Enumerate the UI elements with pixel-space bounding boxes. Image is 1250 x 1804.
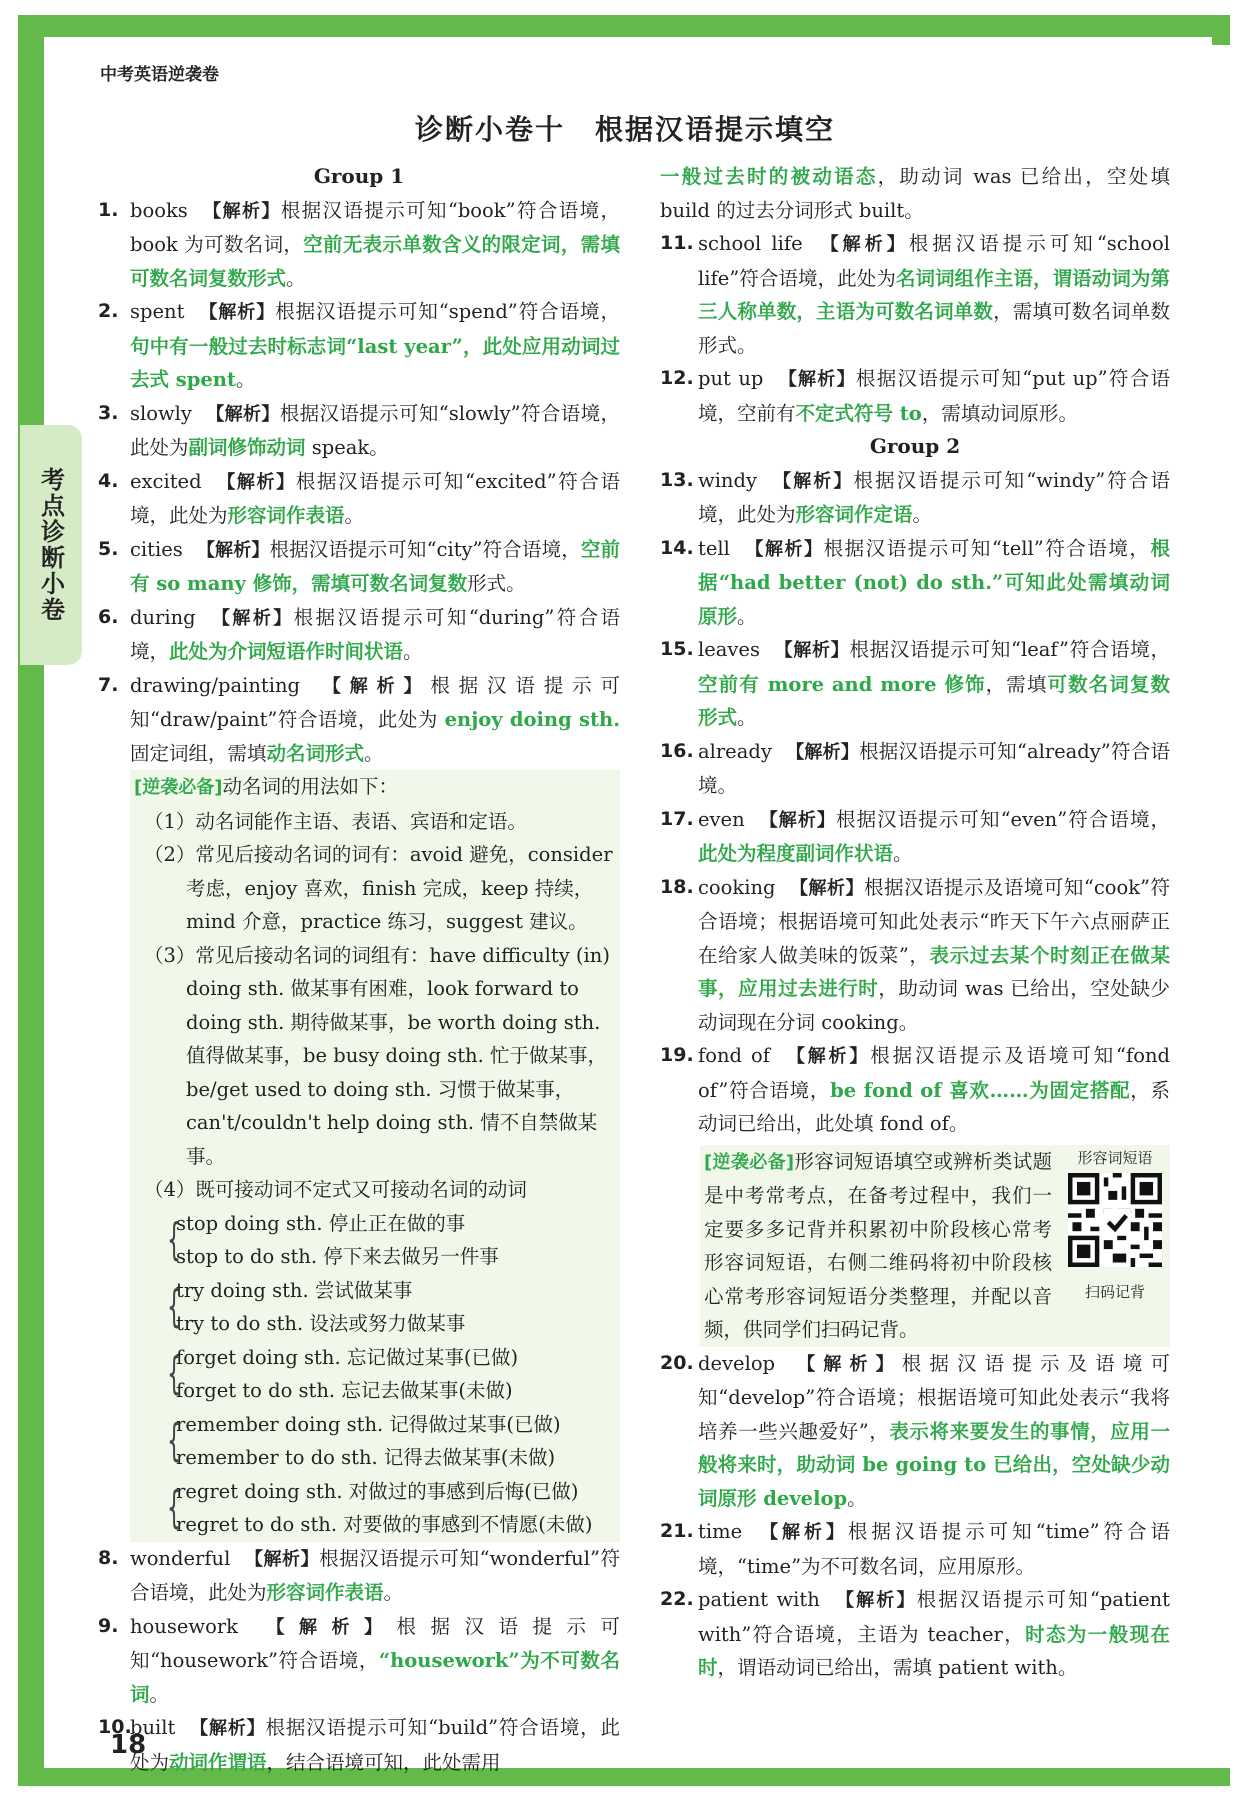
item-number: 21.	[660, 1520, 694, 1542]
highlight-text: 时态为一般现在时	[698, 1622, 1170, 1679]
highlight-text: 表示过去某个时刻正在做某事，应用过去进行时	[698, 943, 1170, 1000]
explanation-text: 根据汉语提示可知“excited”符合语境，此处为	[130, 469, 620, 527]
item-number: 4.	[98, 469, 119, 492]
verb-pair	[134, 1475, 616, 1542]
explanation-text: ，结合语境可知，此处需用	[266, 1750, 501, 1774]
explanation-text: 根据汉语提示可知“city”符合语境，	[269, 537, 581, 561]
answer-item	[660, 464, 1170, 532]
item-number: 5.	[98, 537, 119, 560]
explanation-text: 。	[737, 604, 757, 628]
page-frame-right	[1212, 15, 1230, 45]
answer-word: leaves	[698, 638, 760, 661]
verb-pair-line: remember doing sth. 记得做过某事(已做)	[176, 1412, 561, 1436]
explanation-tag: 【解析】	[201, 200, 281, 222]
explanation-text: ，谓语动词已给出，需填 patient with。	[717, 1656, 1078, 1679]
answer-word: develop	[698, 1351, 776, 1375]
highlight-text: enjoy doing sth.	[444, 708, 620, 731]
explanation-tag: 【解析】	[251, 1616, 397, 1638]
answer-word: patient with	[698, 1588, 820, 1611]
item-number: 11.	[660, 232, 694, 254]
answer-item	[98, 194, 620, 296]
item-number: 19.	[660, 1044, 694, 1066]
explanation-text: 。	[383, 1581, 404, 1604]
answer-word: drawing/painting	[130, 673, 300, 697]
explanation-text: 。	[286, 266, 306, 290]
explanation-text: 固定词组，需填	[130, 741, 267, 765]
brace-icon: {	[167, 1347, 181, 1399]
continued-text: 一般过去时的被动语态，助动词 was 已给出，空处填 build 的过去分词形式 built。	[660, 165, 1170, 222]
item-number: 9.	[98, 1614, 119, 1637]
answer-word: windy	[698, 468, 757, 492]
answer-item	[98, 601, 620, 669]
answer-item	[660, 735, 1170, 803]
verb-pair-line: forget doing sth. 忘记做过某事(已做)	[176, 1345, 519, 1369]
group-title: Group 1	[313, 164, 405, 188]
note-tag: [逆袭必备]	[704, 1151, 795, 1173]
explanation-tag: 【解析】	[771, 470, 854, 492]
answer-word: school life	[698, 232, 803, 255]
explanation-text: 根据汉语提示及语境可知“fond of”符合语境，	[698, 1044, 1171, 1102]
explanation-text: 根据汉语提示可知“tell”符合语境，	[823, 536, 1151, 560]
highlight-text: 空前无表示单数含义的限定词，需填可数名词复数形式	[130, 233, 620, 290]
note-intro: 动名词的用法如下：	[222, 775, 398, 798]
page-frame-top	[18, 15, 1230, 37]
answer-item	[660, 803, 1170, 871]
explanation-tag: 【解析】	[816, 234, 909, 255]
explanation-text: 根据汉语提示及语境可知“develop”符合语境；根据语境可知此处表示“我将培养一些兴趣爱好”，	[698, 1351, 1170, 1443]
explanation-text: 。	[893, 842, 913, 865]
explanation-tag: 【解析】	[785, 741, 860, 763]
explanation-text: speak。	[305, 436, 389, 459]
answer-word: wonderful	[130, 1546, 231, 1570]
explanation-text: ，助动词 was 已给出，空处缺少动词现在分词 cooking。	[698, 977, 1170, 1034]
answer-item	[660, 362, 1170, 430]
right-column	[660, 160, 1170, 1685]
explanation-tag: 【解析】	[215, 471, 296, 493]
item-number: 16.	[660, 739, 694, 762]
explanation-text: 根据汉语提示可知“spend”符合语境，	[275, 300, 621, 323]
explanation-tag: 【解析】	[784, 1046, 871, 1067]
explanation-tag: 【解析】	[209, 607, 294, 629]
answer-word: slowly	[130, 401, 192, 425]
item-number: 10.	[98, 1716, 132, 1738]
item-number: 1.	[98, 198, 119, 221]
verb-pair	[134, 1274, 616, 1341]
answer-item	[660, 1583, 1170, 1685]
explanation-text: ，系动词已给出，此处填 fond of。	[698, 1078, 1170, 1135]
explanation-text: 根据汉语提示可知“school life”符合语境，此处为	[698, 232, 1170, 290]
answer-item	[98, 397, 620, 465]
verb-pair-line: try to do sth. 设法或努力做某事	[176, 1312, 466, 1335]
brace-icon: {	[167, 1481, 181, 1533]
answer-word: during	[130, 605, 196, 629]
explanation-text: 根据汉语提示可知“build”符合语境，此处为	[130, 1716, 621, 1774]
explanation-text: 根据汉语提示可知“time”符合语境，“time”为不可数名词，应用原形。	[698, 1520, 1170, 1578]
item-number: 8.	[98, 1546, 119, 1569]
explanation-tag: 【解析】	[789, 877, 864, 899]
page-number: 18	[110, 1730, 147, 1760]
highlight-text: 根据“had better (not) do sth.”可知此处需填动词原形	[698, 536, 1170, 628]
highlight-text: 副词修饰动词	[188, 436, 306, 459]
explanation-tag: 【解析】	[314, 675, 431, 697]
explanation-text: 根据汉语提示可知“wonderful”符合语境，此处为	[130, 1546, 620, 1604]
verb-pair	[134, 1408, 616, 1475]
highlight-text: 形容词作表语	[266, 1581, 384, 1604]
verb-pair-line: forget to do sth. 忘记去做某事(未做)	[176, 1379, 513, 1402]
answer-item	[98, 533, 620, 601]
highlight-text: “housework”为不可数名词	[130, 1649, 620, 1706]
answer-item	[660, 871, 1170, 1040]
explanation-text: 根据汉语提示可知“even”符合语境，	[836, 807, 1171, 831]
item-number: 14.	[660, 536, 694, 559]
side-tab-label: 考点诊断小卷	[36, 467, 65, 623]
explanation-tag: 【解析】	[205, 403, 280, 425]
explanation-text: 。	[236, 368, 256, 391]
explanation-tag: 【解析】	[198, 302, 276, 323]
highlight-text: 此处为介词短语作时间状语	[169, 640, 404, 663]
explanation-text: ，需填动词原形。	[921, 401, 1078, 425]
answer-word: already	[698, 739, 772, 763]
answer-word: cities	[130, 537, 183, 561]
item-number: 12.	[660, 367, 694, 389]
answer-word: excited	[130, 469, 202, 493]
explanation-text: 形式。	[467, 572, 526, 595]
item-number: 22.	[660, 1588, 694, 1610]
highlight-text: 形容词作表语	[227, 504, 345, 527]
explanation-text: 。	[364, 741, 384, 765]
explanation-text: 。	[912, 503, 933, 526]
note-point: （2）常见后接动名词的词有：avoid 避免，consider 考虑，enjoy 喜欢，finish 完成，keep 持续，mind 介意，practice 练习，suggest 建议。	[144, 843, 613, 933]
highlight-text: 表示将来要发生的事情，应用一般将来时，助动词 be going to 已给出，空处缺少动词原形 develop	[698, 1419, 1170, 1510]
highlight-text: 动词作谓语	[169, 1750, 267, 1774]
highlight-text: 名词词组作主语，谓语动词为第三人称单数，主语为可数名词单数	[698, 266, 1170, 323]
explanation-text: 。	[149, 1682, 170, 1706]
group-title: Group 2	[869, 434, 961, 458]
answer-word: time	[698, 1520, 743, 1543]
explanation-tag: 【解析】	[743, 538, 824, 560]
explanation-tag: 【解析】	[196, 539, 270, 561]
verb-pair	[134, 1207, 616, 1274]
verb-pair-line: remember to do sth. 记得去做某事(未做)	[176, 1446, 556, 1469]
qr-block[interactable]	[1060, 1145, 1170, 1306]
highlight-text: 空前有 more and more 修饰	[698, 672, 986, 696]
brace-icon: {	[167, 1213, 181, 1265]
verb-pair-lines	[176, 1274, 465, 1341]
highlight-text: be fond of 喜欢……为固定搭配	[830, 1078, 1131, 1102]
explanation-text: 根据汉语提示可知“slowly”符合语境，此处为	[130, 401, 620, 459]
explanation-tag: 【解析】	[758, 809, 837, 831]
answer-word: books	[130, 198, 188, 222]
explanation-text: 根据汉语提示可知“put up”符合语境，空前有	[698, 367, 1171, 425]
verb-pair-lines	[176, 1207, 499, 1274]
item-number: 18.	[660, 875, 694, 898]
explanation-text: 根据汉语提示可知“housework”符合语境，	[130, 1614, 620, 1672]
answer-item	[660, 1039, 1170, 1141]
note-point: （4）既可接动词不定式又可接动名词的动词	[144, 1178, 527, 1201]
running-head: 中考英语逆袭卷	[100, 65, 219, 85]
explanation-text: ，需填可数名词单数形式。	[698, 300, 1170, 357]
answer-item	[660, 633, 1170, 735]
item-number: 3.	[98, 401, 119, 424]
note-point: （3）常见后接动名词的词组有：have difficulty (in) doing sth. 做某事有困难，look forward to doing sth. 期待做某事，be worth doing sth. 值得做某事，be busy doing sth. 忙于做某事，be/get used to doing sth. 习惯于做某事，can't/couldn't help doing sth. 情不自禁做某事。	[144, 943, 610, 1168]
verb-pair-line: stop to do sth. 停下来去做另一件事	[176, 1245, 499, 1268]
page-frame-left	[18, 15, 44, 1785]
brace-icon: {	[167, 1280, 181, 1332]
left-column	[98, 160, 620, 1779]
answer-word: tell	[698, 536, 730, 560]
explanation-tag: 【解析】	[789, 1353, 902, 1375]
highlight-text: 动名词形式	[266, 741, 365, 765]
explanation-text: 根据汉语提示可知“book”符合语境，book 为可数名词，	[130, 198, 621, 256]
qr-code-icon[interactable]	[1068, 1173, 1162, 1267]
explanation-tag: 【解析】	[244, 1548, 320, 1570]
explanation-tag: 【解析】	[833, 1590, 917, 1611]
answer-item	[98, 1542, 620, 1610]
page-title: 诊断小卷十 根据汉语提示填空	[414, 113, 835, 146]
explanation-tag: 【解析】	[773, 640, 850, 661]
note-box	[660, 1145, 1170, 1347]
answer-item	[98, 465, 620, 533]
highlight-text: 空前有 so many 修饰，需填可数名词复数	[130, 537, 620, 595]
qr-caption: 扫码记背	[1084, 1283, 1145, 1301]
item-number: 20.	[660, 1351, 694, 1374]
explanation-text: 。	[403, 640, 423, 663]
highlight-text: 句中有一般过去时标志词“last year”，此处应用动词过去式 spent	[130, 334, 620, 391]
highlight-text: 形容词作定语	[795, 503, 913, 526]
side-tab	[20, 425, 82, 665]
item-number: 7.	[98, 673, 119, 696]
answer-word: fond of	[698, 1044, 771, 1067]
highlight-text: 不定式符号 to	[795, 401, 922, 425]
explanation-text: ，需填	[985, 672, 1048, 696]
answer-item	[660, 1347, 1170, 1516]
verb-pair-line: regret doing sth. 对做过的事感到后悔(已做)	[176, 1479, 579, 1503]
brace-icon: {	[167, 1414, 181, 1466]
answer-word: spent	[130, 300, 185, 323]
explanation-tag: 【解析】	[777, 369, 856, 390]
explanation-text: 根据汉语提示及语境可知“cook”符合语境；根据语境可知此处表示“昨天下午六点丽萨正在给家人做美味的饭菜”，	[698, 875, 1171, 967]
verb-pair-lines	[176, 1475, 592, 1542]
verb-pair-line: try doing sth. 尝试做某事	[176, 1278, 413, 1302]
answer-item	[98, 295, 620, 397]
answer-item	[98, 1711, 620, 1779]
note-text: 形容词短语填空或辨析类试题是中考常考点，在备考过程中，我们一定要多多记背并积累初中阶段核心常考形容词短语，右侧二维码将初中阶段核心常考形容词短语分类整理，并配以音频，供同学们扫码记背。	[704, 1149, 1052, 1341]
item-number: 6.	[98, 605, 119, 628]
answer-word: housework	[130, 1614, 238, 1638]
explanation-text: 。	[847, 1486, 867, 1510]
answer-word: even	[698, 807, 745, 831]
item-number: 13.	[660, 468, 694, 491]
explanation-text: 根据汉语提示可知“patient with”符合语境，主语为 teacher，	[698, 1588, 1171, 1646]
explanation-text: 根据汉语提示可知“leaf”符合语境，	[849, 638, 1170, 661]
explanation-tag: 【解析】	[189, 1718, 266, 1739]
highlight-text: 此处为程度副词作状语	[698, 842, 894, 865]
verb-pair-line: stop doing sth. 停止正在做的事	[176, 1211, 466, 1235]
answer-item	[660, 1515, 1170, 1583]
explanation-text: 根据汉语提示可知“windy”符合语境，此处为	[698, 468, 1170, 526]
item-number: 17.	[660, 807, 694, 830]
item-number: 2.	[98, 300, 119, 322]
answer-word: put up	[698, 367, 764, 390]
note-tag: [逆袭必备]	[134, 777, 223, 798]
answer-item	[660, 532, 1170, 634]
explanation-text: 根据汉语提示可知“already”符合语境。	[698, 739, 1170, 797]
verb-pair-line: regret to do sth. 对要做的事感到不情愿(未做)	[176, 1513, 593, 1536]
explanation-text: 。	[344, 504, 365, 527]
explanation-text: 。	[737, 706, 757, 729]
verb-pair-lines	[176, 1408, 561, 1475]
explanation-text: 根据汉语提示可知“during”符合语境，	[130, 605, 620, 663]
answer-item	[660, 227, 1170, 362]
verb-pair-lines	[176, 1341, 518, 1408]
qr-caption: 形容词短语	[1077, 1148, 1153, 1167]
explanation-tag: 【解析】	[756, 1522, 848, 1543]
explanation-text: 根据汉语提示可知“draw/paint”符合语境，此处为	[130, 673, 620, 731]
answer-item	[98, 1610, 620, 1712]
answer-word: cooking	[698, 875, 776, 899]
note-point: （1）动名词能作主语、表语、宾语和定语。	[144, 809, 527, 833]
verb-pair	[134, 1341, 616, 1408]
answer-word: built	[130, 1716, 176, 1739]
note-box	[98, 770, 620, 1542]
highlight-text: 可数名词复数形式	[698, 672, 1170, 729]
answer-item	[98, 669, 620, 771]
item-number: 15.	[660, 638, 694, 660]
